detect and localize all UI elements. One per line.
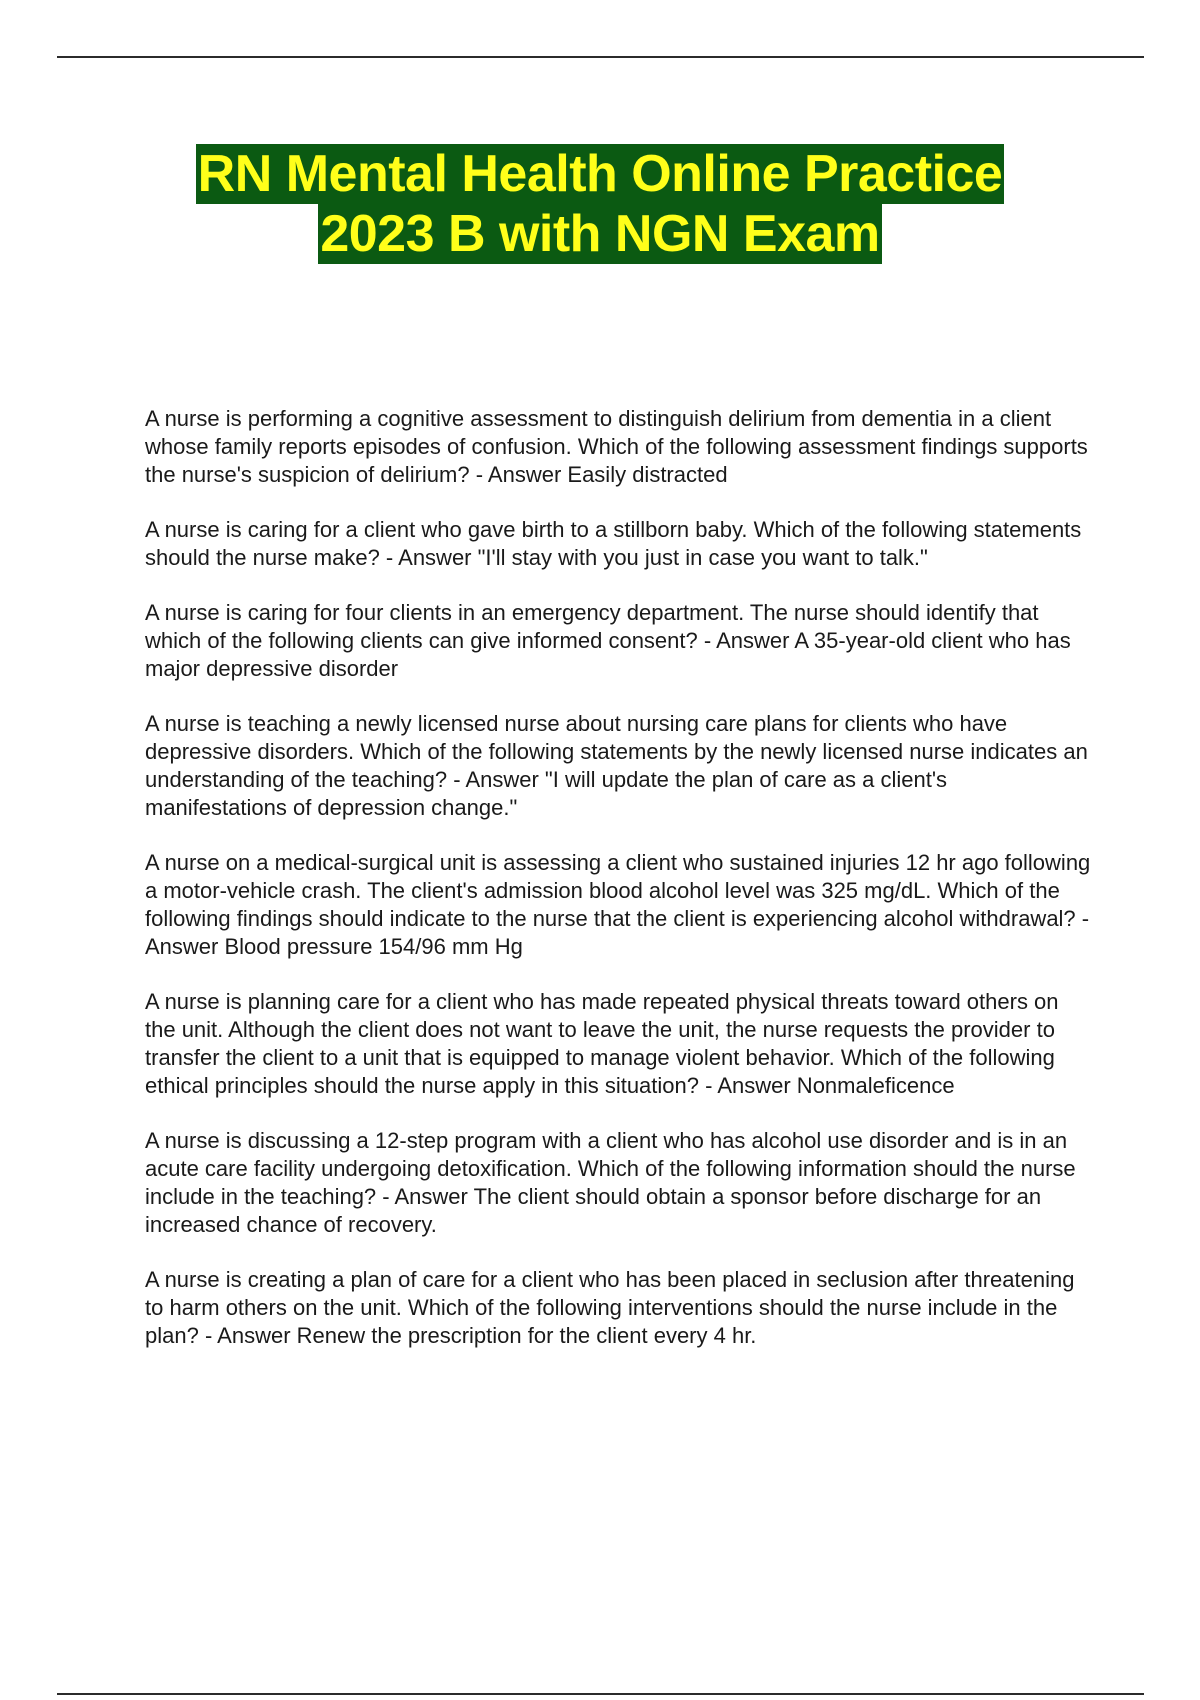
- qa-item: A nurse is performing a cognitive assessment to distinguish delirium from dementia in a client whose family reports episodes of confusion. Which of the following assessment findings supports the nurse's suspicion of delirium? - Answer Easily distracted: [145, 406, 1088, 487]
- qa-item: A nurse is teaching a newly licensed nurse about nursing care plans for clients who have depressive disorders. Which of the following statements by the newly licensed nurse indicates an understanding of the teaching? - Answer "I will update the plan of care as a client's manifestations of depression change.": [145, 711, 1088, 820]
- top-rule: [57, 56, 1144, 58]
- title-line-1: RN Mental Health Online Practice: [197, 145, 1003, 203]
- qa-item: A nurse is caring for a client who gave birth to a stillborn baby. Which of the following statements should the nurse make? - Answer "I'll stay with you just in case you want to talk.": [145, 517, 1082, 570]
- qa-item: A nurse is discussing a 12-step program with a client who has alcohol use disorder and is in an acute care facility undergoing detoxification. Which of the following information should the nurse include in the teaching? - Answer The client should obtain a sponsor before discharge for an increased chance of recovery.: [145, 1128, 1076, 1237]
- qa-item: A nurse is planning care for a client who has made repeated physical threats toward others on the unit. Although the client does not want to leave the unit, the nurse requests the provider to transfer the client to a unit that is equipped to manage violent behavior. Which of the following ethical principles should the nurse apply in this situation? - Answer Nonmaleficence: [145, 989, 1059, 1098]
- question-answer-list: [145, 405, 1095, 1377]
- qa-item: A nurse is caring for four clients in an emergency department. The nurse should identify that which of the following clients can give informed consent? - Answer A 35-year-old client who has major depressive disorder: [145, 600, 1071, 681]
- qa-item: A nurse is creating a plan of care for a client who has been placed in seclusion after threatening to harm others on the unit. Which of the following interventions should the nurse include in the plan? - Answer Renew the prescription for the client every 4 hr.: [145, 1267, 1075, 1348]
- qa-item: A nurse on a medical-surgical unit is assessing a client who sustained injuries 12 hr ago following a motor-vehicle crash. The client's admission blood alcohol level was 325 mg/dL. Which of the following findings should indicate to the nurse that the client is experiencing alcohol withdrawal? - Answer Blood pressure 154/96 mm Hg: [145, 850, 1091, 959]
- title-line-2: 2023 B with NGN Exam: [320, 205, 880, 263]
- bottom-rule: [57, 1693, 1144, 1695]
- document-title: [0, 144, 1200, 264]
